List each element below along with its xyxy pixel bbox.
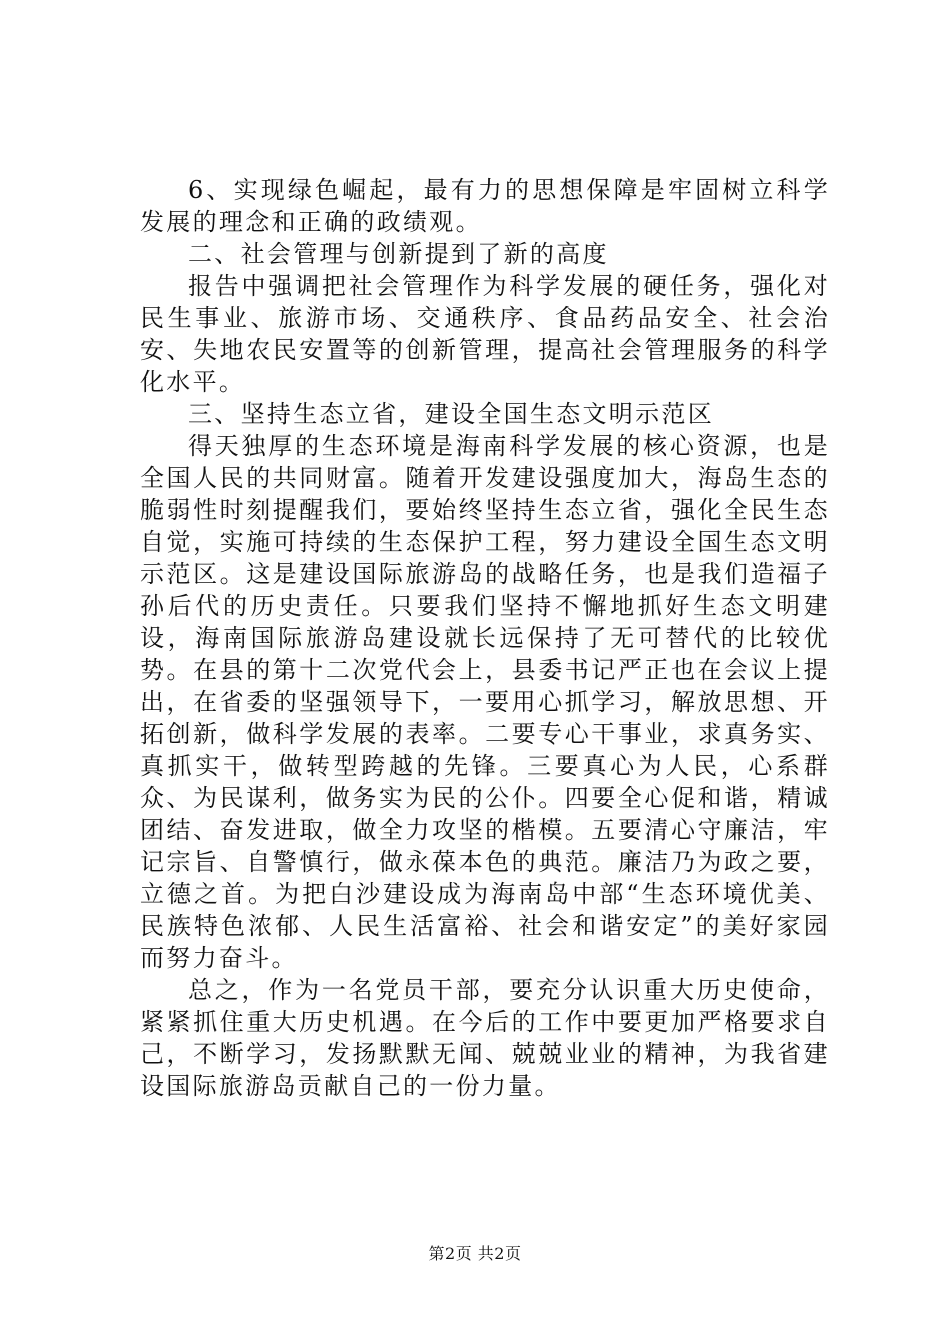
document-body: [140, 174, 830, 1102]
heading-social-management: 二、社会管理与创新提到了新的高度: [188, 240, 609, 268]
heading-ecology: 三、坚持生态立省，建设全国生态文明示范区: [188, 400, 714, 428]
paragraph-social-management: 报告中强调把社会管理作为科学发展的硬任务，强化对民生事业、旅游市场、交通秩序、食品药品安全、社会治安、失地农民安置等的创新管理，提高社会管理服务的科学化水平。: [140, 272, 830, 396]
paragraph-ecology: 得天独厚的生态环境是海南科学发展的核心资源，也是全国人民的共同财富。随着开发建设强度加大，海岛生态的脆弱性时刻提醒我们，要始终坚持生态立省，强化全民生态自觉，实施可持续的生态保护工程，努力建设全国生态文明示范区。这是建设国际旅游岛的战略任务，也是我们造福子孙后代的历史责任。只要我们坚持不懈地抓好生态文明建设，海南国际旅游岛建设就长远保持了无可替代的比较优势。在县的第十二次党代会上，县委书记严正也在会议上提出，在省委的坚强领导下，一要用心抓学习，解放思想、开拓创新，做科学发展的表率。二要专心干事业，求真务实、真抓实干，做转型跨越的先锋。三要真心为人民，心系群众、为民谋利，做务实为民的公仆。四要全心促和谐，精诚团结、奋发进取，做全力攻坚的楷模。五要清心守廉洁，牢记宗旨、自警慎行，做永葆本色的典范。廉洁乃为政之要，立德之首。为把白沙建设成为海南岛中部“生态环境优美、民族特色浓郁、人民生活富裕、社会和谐安定”的美好家园而努力奋斗。: [140, 432, 830, 972]
paragraph-conclusion: 总之，作为一名党员干部，要充分认识重大历史使命，紧紧抓住重大历史机遇。在今后的工作中要更加严格要求自己，不断学习，发扬默默无闻、兢兢业业的精神，为我省建设国际旅游岛贡献自己的一份力量。: [140, 976, 830, 1100]
paragraph-green-rise: 6、实现绿色崛起，最有力的思想保障是牢固树立科学发展的理念和正确的政绩观。: [140, 176, 830, 236]
page-number-footer: 第2页 共2页: [428, 1244, 522, 1263]
